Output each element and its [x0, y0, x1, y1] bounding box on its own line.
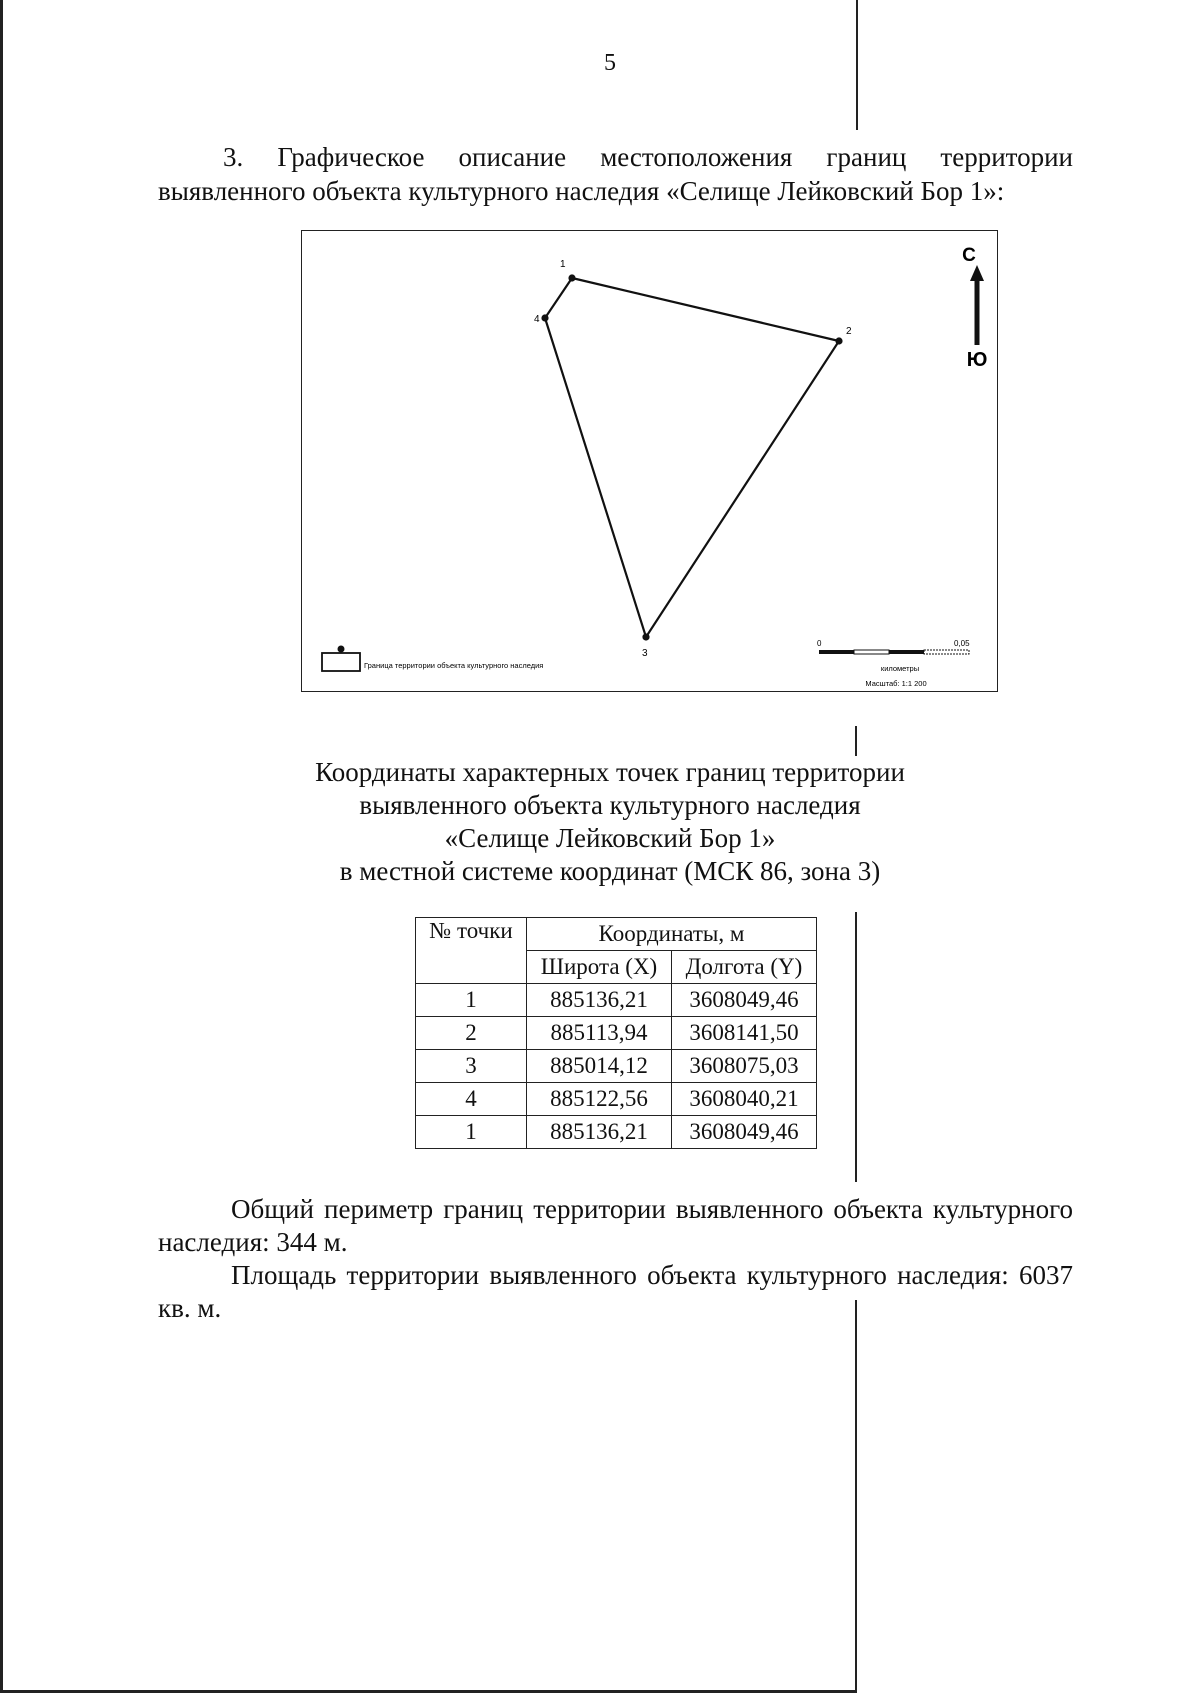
point-label-4: 4 [534, 314, 540, 325]
scale-bar-segment [889, 650, 924, 654]
cell-point: 2 [416, 1017, 527, 1050]
cell-y: 3608075,03 [672, 1050, 817, 1083]
table-title-line: «Селище Лейковский Бор 1» [444, 823, 776, 853]
header-point-number [416, 918, 527, 984]
table-row [416, 1083, 817, 1116]
scale-bar-segment [819, 650, 854, 654]
table-title [230, 756, 990, 888]
table-title-line: выявленного объекта культурного наследия [359, 790, 861, 820]
table-row [416, 1116, 817, 1149]
legend-point-icon [338, 646, 345, 653]
perimeter-text: Общий периметр границ территории выявленного объекта культурного наследия: 344 м. [158, 1194, 1073, 1257]
cell-y: 3608141,50 [672, 1017, 817, 1050]
boundary-map-svg [302, 231, 999, 693]
cell-point: 1 [416, 984, 527, 1017]
cell-y: 3608049,46 [672, 1116, 817, 1149]
scan-fold-line [855, 912, 857, 1182]
table-row [416, 1050, 817, 1083]
cell-x: 885136,21 [527, 984, 672, 1017]
header-point-text: № точки [429, 918, 513, 943]
table-row [416, 984, 817, 1017]
boundary-map [301, 230, 998, 692]
cell-y: 3608049,46 [672, 984, 817, 1017]
table-title-line: в местной системе координат (МСК 86, зона 3) [339, 856, 881, 886]
boundary-point-1 [568, 274, 575, 281]
boundary-polygon [545, 278, 839, 637]
boundary-point-4 [541, 314, 548, 321]
scale-ratio-text: Масштаб: 1:1 200 [865, 679, 927, 688]
boundary-point-3 [642, 633, 649, 640]
cell-point: 1 [416, 1116, 527, 1149]
page-number: 5 [604, 50, 616, 76]
area-paragraph [158, 1259, 1073, 1325]
cell-y: 3608040,21 [672, 1083, 817, 1116]
table-title-line: Координаты характерных точек границ территории [315, 757, 905, 787]
point-label-1: 1 [560, 259, 566, 270]
scale-bar-segment [854, 650, 889, 654]
point-label-2: 2 [846, 326, 852, 337]
boundary-point-2 [835, 337, 842, 344]
scan-fold-line [855, 1300, 857, 1693]
point-label-3: 3 [642, 648, 648, 659]
coordinates-table [415, 917, 817, 1149]
perimeter-paragraph [158, 1193, 1073, 1259]
cell-x: 885122,56 [527, 1083, 672, 1116]
cell-x: 885014,12 [527, 1050, 672, 1083]
scan-fold-line [855, 726, 857, 756]
scale-min-label: 0 [817, 639, 822, 648]
header-longitude: Долгота (Y) [672, 951, 817, 984]
north-label: С [962, 245, 976, 266]
cell-point: 3 [416, 1050, 527, 1083]
scale-bar-segment [924, 650, 969, 654]
section-heading-text: 3. Графическое описание местоположения границ территории выявленного объекта культурного наследия «Селище Лейковский Бор 1»: [158, 142, 1073, 206]
cell-x: 885136,21 [527, 1116, 672, 1149]
scan-fold-line [856, 0, 858, 130]
table-header-row [416, 918, 817, 951]
table-row [416, 1017, 817, 1050]
header-latitude: Широта (X) [527, 951, 672, 984]
scan-left-border [0, 0, 3, 1693]
scale-max-label: 0,05 [954, 639, 970, 648]
cell-point: 4 [416, 1083, 527, 1116]
south-label: Ю [966, 349, 988, 371]
legend-text: Граница территории объекта культурного наследия [364, 661, 544, 670]
north-arrow-head [970, 265, 984, 281]
header-coordinates: Координаты, м [527, 918, 817, 951]
legend-swatch [322, 653, 360, 671]
area-text: Площадь территории выявленного объекта культурного наследия: 6037 кв. м. [158, 1260, 1073, 1323]
scale-unit-label: километры [880, 664, 920, 673]
section-heading [158, 140, 1073, 208]
cell-x: 885113,94 [527, 1017, 672, 1050]
